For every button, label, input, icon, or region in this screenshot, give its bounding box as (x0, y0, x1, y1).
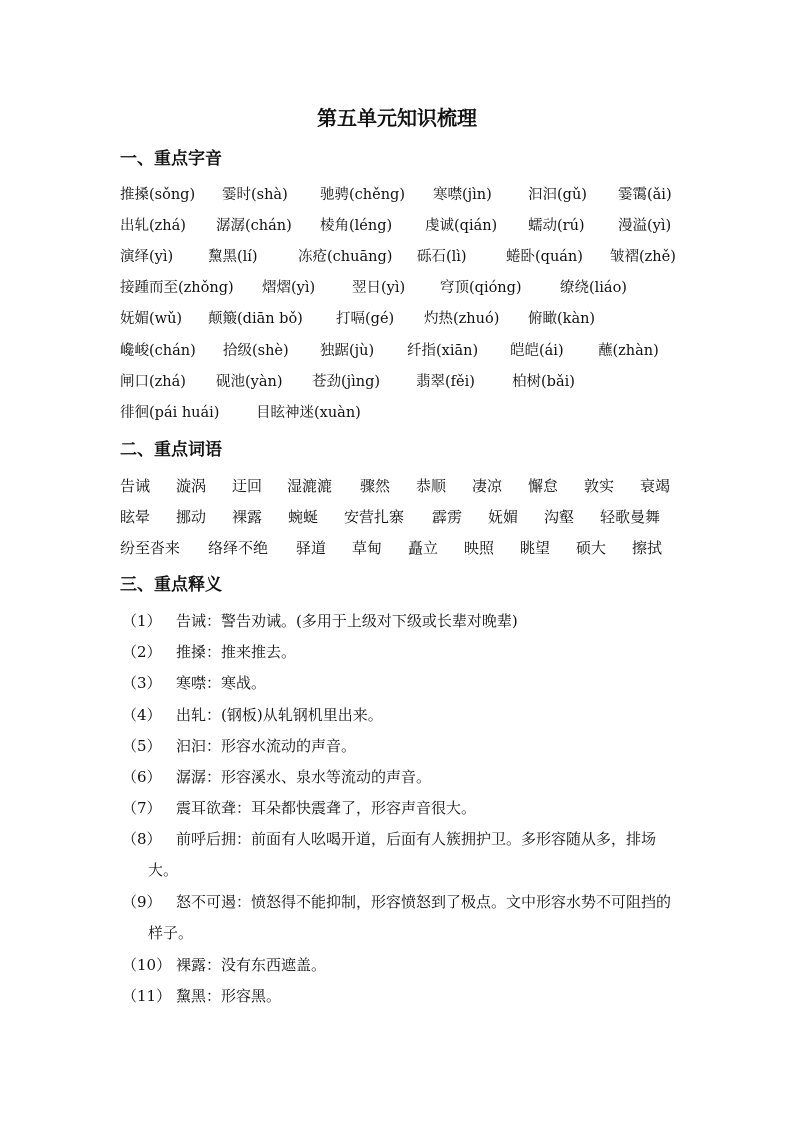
pronunciation-item: 驰骋(chěng) (320, 187, 405, 203)
pronunciation-item: 虔诚(qián) (425, 218, 498, 234)
pronunciation-item: 徘徊(pái huái) (120, 405, 220, 421)
pronunciation-item: 棱角(léng) (320, 218, 393, 234)
definition-item (120, 887, 680, 949)
vocabulary-item: 迂回 (232, 477, 263, 495)
definition-item (120, 637, 680, 668)
vocabulary-item: 眺望 (520, 539, 551, 557)
definition-text: 寒噤：寒战。 (176, 674, 267, 692)
pronunciation-item: 巉峻(chán) (120, 343, 196, 359)
pronunciation-item: 皱褶(zhě) (610, 249, 676, 265)
pronunciation-item: 熠熠(yì) (262, 280, 316, 296)
vocabulary-item: 挪动 (176, 508, 207, 526)
definition-number: （1） (122, 612, 162, 630)
vocabulary-item: 漩涡 (176, 477, 207, 495)
pronunciation-item: 寒噤(jìn) (433, 187, 492, 203)
definition-item (120, 762, 680, 793)
pronunciation-item: 演绎(yì) (120, 249, 174, 265)
pronunciation-item: 灼热(zhuó) (424, 311, 500, 327)
pronunciation-item: 潺潺(chán) (216, 218, 292, 234)
definition-number: （10） (122, 956, 172, 974)
definition-text: 怒不可遏：愤怒得不能抑制，形容愤怒到了极点。文中形容水势不可阻挡的样子。 (148, 893, 672, 942)
definition-text: 出轧：(钢板)从轧钢机里出来。 (176, 706, 383, 724)
section-heading-pronunciation: 一、重点字音 (120, 149, 222, 169)
definition-text: 汩汩：形容水流动的声音。 (176, 737, 357, 755)
vocabulary-item: 霹雳 (432, 508, 463, 526)
pronunciation-item: 漫溢(yì) (618, 218, 672, 234)
vocabulary-item: 安营扎寨 (344, 508, 405, 526)
vocabulary-item: 湿漉漉 (287, 477, 333, 495)
definition-text: 推搡：推来推去。 (176, 643, 297, 661)
vocabulary-item: 眩晕 (120, 508, 151, 526)
vocabulary-item: 擦拭 (632, 539, 663, 557)
pronunciation-item: 俯瞰(kàn) (528, 311, 596, 327)
definition-item (120, 793, 680, 824)
definition-number: （2） (122, 643, 162, 661)
definition-number: （9） (122, 893, 162, 911)
definition-item (120, 700, 680, 731)
pronunciation-item: 霎时(shà) (222, 187, 288, 203)
pronunciation-item: 翌日(yì) (352, 280, 406, 296)
definition-number: （8） (122, 830, 162, 848)
definition-item (120, 606, 680, 637)
definition-number: （11） (122, 987, 172, 1005)
definition-number: （6） (122, 768, 162, 786)
pronunciation-item: 拾级(shè) (223, 343, 289, 359)
definition-text: 告诫：警告劝诫。(多用于上级对下级或长辈对晚辈) (176, 612, 518, 630)
pronunciation-item: 妩媚(wǔ) (120, 311, 183, 327)
pronunciation-item: 砾石(lì) (417, 249, 467, 265)
definition-item (120, 981, 680, 1012)
definition-item (120, 668, 680, 699)
pronunciation-item: 颠簸(diān bǒ) (208, 311, 303, 327)
pronunciation-item: 冻疮(chuāng) (298, 249, 393, 265)
pronunciation-item: 蘸(zhàn) (598, 343, 659, 359)
pronunciation-item: 推搡(sǒng) (120, 187, 196, 203)
definition-number: （7） (122, 799, 162, 817)
pronunciation-item: 皑皑(ái) (510, 343, 564, 359)
vocabulary-item: 敦实 (584, 477, 615, 495)
pronunciation-item: 独踞(jù) (320, 343, 375, 359)
vocabulary-item: 络绎不绝 (208, 539, 269, 557)
vocabulary-item: 轻歌曼舞 (600, 508, 661, 526)
pronunciation-item: 砚池(yàn) (216, 374, 283, 390)
pronunciation-item: 苍劲(jìng) (312, 374, 381, 390)
definition-text: 前呼后拥：前面有人吆喝开道，后面有人簇拥护卫。多形容随从多，排场大。 (148, 830, 657, 879)
pronunciation-item: 穹顶(qióng) (440, 280, 522, 296)
definition-item (120, 731, 680, 762)
vocabulary-item: 妩媚 (488, 508, 519, 526)
page-title: 第五单元知识梳理 (317, 106, 477, 130)
vocabulary-item: 衰竭 (640, 477, 671, 495)
pronunciation-item: 缭绕(liáo) (560, 280, 627, 296)
vocabulary-item: 骤然 (360, 477, 391, 495)
definition-number: （5） (122, 737, 162, 755)
definition-number: （3） (122, 674, 162, 692)
definition-text: 潺潺：形容溪水、泉水等流动的声音。 (176, 768, 432, 786)
pronunciation-item: 目眩神迷(xuàn) (256, 405, 361, 421)
definition-text: 震耳欲聋：耳朵都快震聋了，形容声音很大。 (176, 799, 477, 817)
pronunciation-item: 闸口(zhá) (120, 374, 186, 390)
definition-item (120, 950, 680, 981)
vocabulary-item: 懈怠 (528, 477, 559, 495)
vocabulary-item: 告诫 (120, 477, 151, 495)
pronunciation-item: 出轧(zhá) (120, 218, 186, 234)
section-heading-definitions: 三、重点释义 (120, 575, 222, 595)
vocabulary-item: 裸露 (232, 508, 263, 526)
vocabulary-item: 蜿蜒 (288, 508, 319, 526)
pronunciation-item: 黧黑(lí) (208, 249, 258, 265)
pronunciation-item: 打嗝(gé) (336, 311, 395, 327)
section-heading-vocabulary: 二、重点词语 (120, 440, 222, 460)
pronunciation-item: 接踵而至(zhǒng) (120, 280, 234, 296)
vocabulary-item: 凄凉 (472, 477, 503, 495)
vocabulary-item: 矗立 (408, 539, 439, 557)
pronunciation-item: 蠕动(rú) (528, 218, 585, 234)
pronunciation-item: 柏树(bǎi) (512, 374, 575, 390)
vocabulary-item: 恭顺 (416, 477, 447, 495)
definition-number: （4） (122, 706, 162, 724)
vocabulary-item: 纷至沓来 (120, 539, 181, 557)
pronunciation-item: 蜷卧(quán) (506, 249, 583, 265)
pronunciation-item: 霎霭(ǎi) (618, 187, 672, 203)
pronunciation-item: 翡翠(fěi) (416, 374, 475, 390)
vocabulary-item: 沟壑 (544, 508, 575, 526)
vocabulary-item: 映照 (464, 539, 495, 557)
pronunciation-item: 汩汩(gǔ) (528, 187, 587, 203)
vocabulary-item: 草甸 (352, 539, 383, 557)
definition-item (120, 824, 680, 886)
pronunciation-item: 纤指(xiān) (407, 343, 479, 359)
vocabulary-item: 硕大 (576, 539, 607, 557)
definition-text: 裸露：没有东西遮盖。 (176, 956, 327, 974)
vocabulary-item: 驿道 (296, 539, 327, 557)
definition-text: 黧黑：形容黑。 (176, 987, 282, 1005)
